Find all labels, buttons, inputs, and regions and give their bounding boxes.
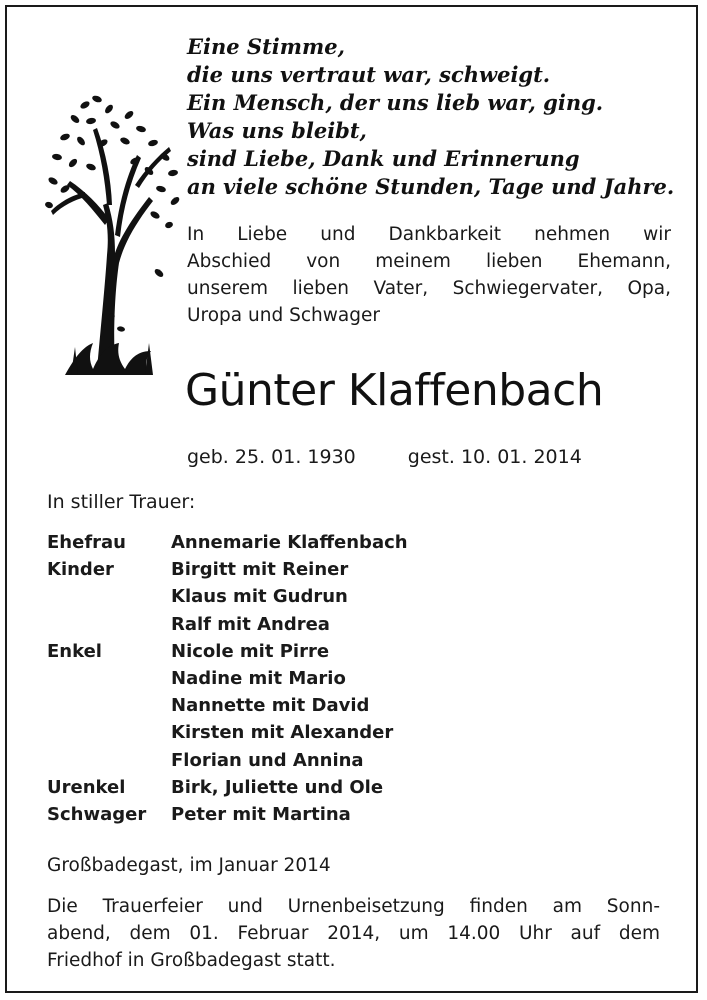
list-item <box>47 665 507 692</box>
list-item <box>47 774 507 801</box>
intro-line: unserem lieben Vater, Schwiegervater, Opa, <box>187 278 671 299</box>
family-member: Nannette mit David <box>171 695 370 717</box>
family-role: Urenkel <box>47 776 126 798</box>
family-member: Florian und Annina <box>171 749 364 771</box>
family-member: Birgitt mit Reiner <box>171 559 349 581</box>
list-item <box>47 747 507 774</box>
birth-date: geb. 25. 01. 1930 <box>187 446 356 468</box>
poem-line: Eine Stimme, <box>187 34 345 59</box>
family-member: Peter mit Martina <box>171 804 351 826</box>
family-member: Birk, Juliette und Ole <box>171 776 384 798</box>
life-dates <box>187 443 647 471</box>
deceased-name: Günter Klaffenbach <box>185 365 604 416</box>
family-role <box>47 583 171 610</box>
list-item <box>47 638 507 665</box>
family-role: Schwager <box>47 804 147 826</box>
family-role: Ehefrau <box>47 532 126 553</box>
family-role: Kinder <box>47 559 114 581</box>
family-role: Enkel <box>47 640 102 662</box>
family-role <box>47 692 171 719</box>
family-member: Klaus mit Gudrun <box>171 586 348 608</box>
family-member: Nicole mit Pirre <box>171 640 330 662</box>
obituary-notice <box>5 5 698 993</box>
ceremony-line: Friedhof in Großbadegast statt. <box>47 950 336 971</box>
family-list <box>47 529 507 828</box>
family-member: Kirsten mit Alexander <box>171 722 394 744</box>
poem-line: die uns vertraut war, schweigt. <box>187 62 551 87</box>
ceremony-line: Die Trauerfeier und Urnenbeisetzung finden am Sonn- <box>47 896 660 917</box>
tree-icon <box>45 85 185 385</box>
intro-text <box>187 221 671 329</box>
list-item <box>47 556 507 583</box>
ceremony-line: abend, dem 01. Februar 2014, um 14.00 Uhr auf dem <box>47 923 660 944</box>
poem-line: sind Liebe, Dank und Erinnerung <box>187 146 580 171</box>
intro-line: Uropa und Schwager <box>187 305 380 326</box>
poem-line: Ein Mensch, der uns lieb war, ging. <box>187 90 604 115</box>
place-date: Großbadegast, im Januar 2014 <box>47 855 331 876</box>
family-role <box>47 611 171 638</box>
death-date: gest. 10. 01. 2014 <box>407 446 582 468</box>
family-member: Ralf mit Andrea <box>171 613 330 635</box>
family-role <box>47 719 171 746</box>
family-member: Annemarie Klaffenbach <box>171 532 408 553</box>
intro-line: In Liebe und Dankbarkeit nehmen wir <box>187 224 671 245</box>
poem <box>187 33 687 201</box>
list-item <box>47 583 507 610</box>
list-item <box>47 719 507 746</box>
family-role <box>47 665 171 692</box>
poem-line: Was uns bleibt, <box>187 118 367 143</box>
list-item <box>47 529 507 556</box>
list-item <box>47 611 507 638</box>
poem-line: an viele schöne Stunden, Tage und Jahre. <box>187 174 675 199</box>
list-item <box>47 801 507 828</box>
intro-line: Abschied von meinem lieben Ehemann, <box>187 251 671 272</box>
mourning-label: In stiller Trauer: <box>47 491 196 513</box>
list-item <box>47 692 507 719</box>
family-role <box>47 747 171 774</box>
ceremony-info <box>47 893 660 974</box>
family-member: Nadine mit Mario <box>171 668 346 690</box>
